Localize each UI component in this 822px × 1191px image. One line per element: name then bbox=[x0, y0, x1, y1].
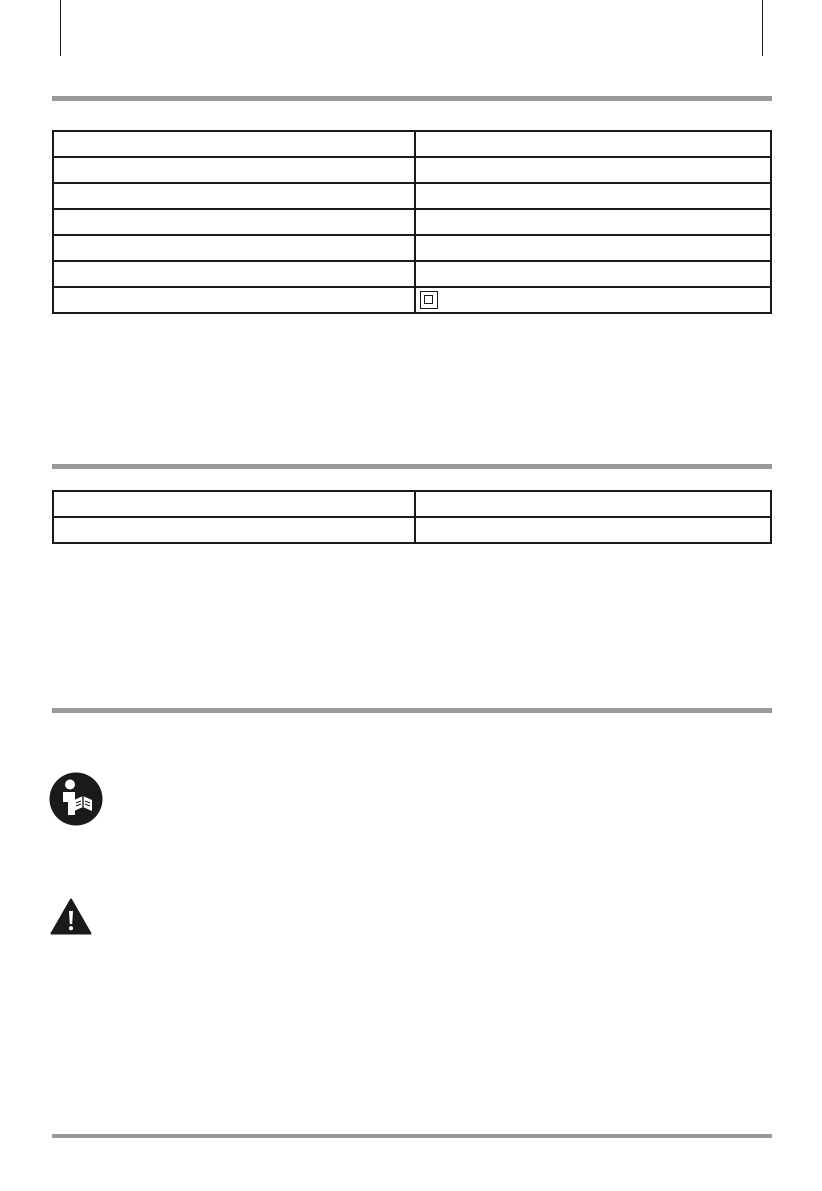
table-row bbox=[53, 157, 771, 183]
table-cell-value bbox=[415, 235, 771, 261]
table-cell-value bbox=[415, 131, 771, 157]
section-rule-technical-data bbox=[52, 96, 772, 101]
second-data-table bbox=[52, 490, 772, 544]
table-row bbox=[53, 491, 771, 517]
table-row bbox=[53, 517, 771, 543]
table-row bbox=[53, 183, 771, 209]
table-cell-label bbox=[53, 517, 415, 543]
table-cell-value bbox=[415, 517, 771, 543]
section-rule-symbols bbox=[52, 708, 772, 713]
table-cell-value bbox=[415, 183, 771, 209]
section-rule-second bbox=[52, 464, 772, 469]
table-cell-label bbox=[53, 287, 415, 313]
table-row bbox=[53, 261, 771, 287]
footer-rule bbox=[52, 1134, 772, 1138]
protection-class-ii-icon bbox=[420, 291, 438, 309]
table-row bbox=[53, 131, 771, 157]
table-row bbox=[53, 287, 771, 313]
read-manual-icon bbox=[48, 771, 104, 827]
table-cell-value bbox=[415, 491, 771, 517]
table-cell-value bbox=[415, 261, 771, 287]
technical-data-table bbox=[52, 130, 772, 314]
table-cell-value bbox=[415, 209, 771, 235]
warning-triangle-icon bbox=[50, 898, 92, 935]
table-row bbox=[53, 209, 771, 235]
table-cell-label bbox=[53, 261, 415, 287]
table-row bbox=[53, 235, 771, 261]
crop-mark-left bbox=[60, 0, 61, 56]
crop-mark-right bbox=[762, 0, 763, 56]
table-cell-label bbox=[53, 183, 415, 209]
table-cell-label bbox=[53, 235, 415, 261]
table-cell-label bbox=[53, 131, 415, 157]
table-cell-value bbox=[415, 287, 771, 313]
table-cell-label bbox=[53, 157, 415, 183]
table-cell-label bbox=[53, 491, 415, 517]
table-cell-value bbox=[415, 157, 771, 183]
table-cell-label bbox=[53, 209, 415, 235]
